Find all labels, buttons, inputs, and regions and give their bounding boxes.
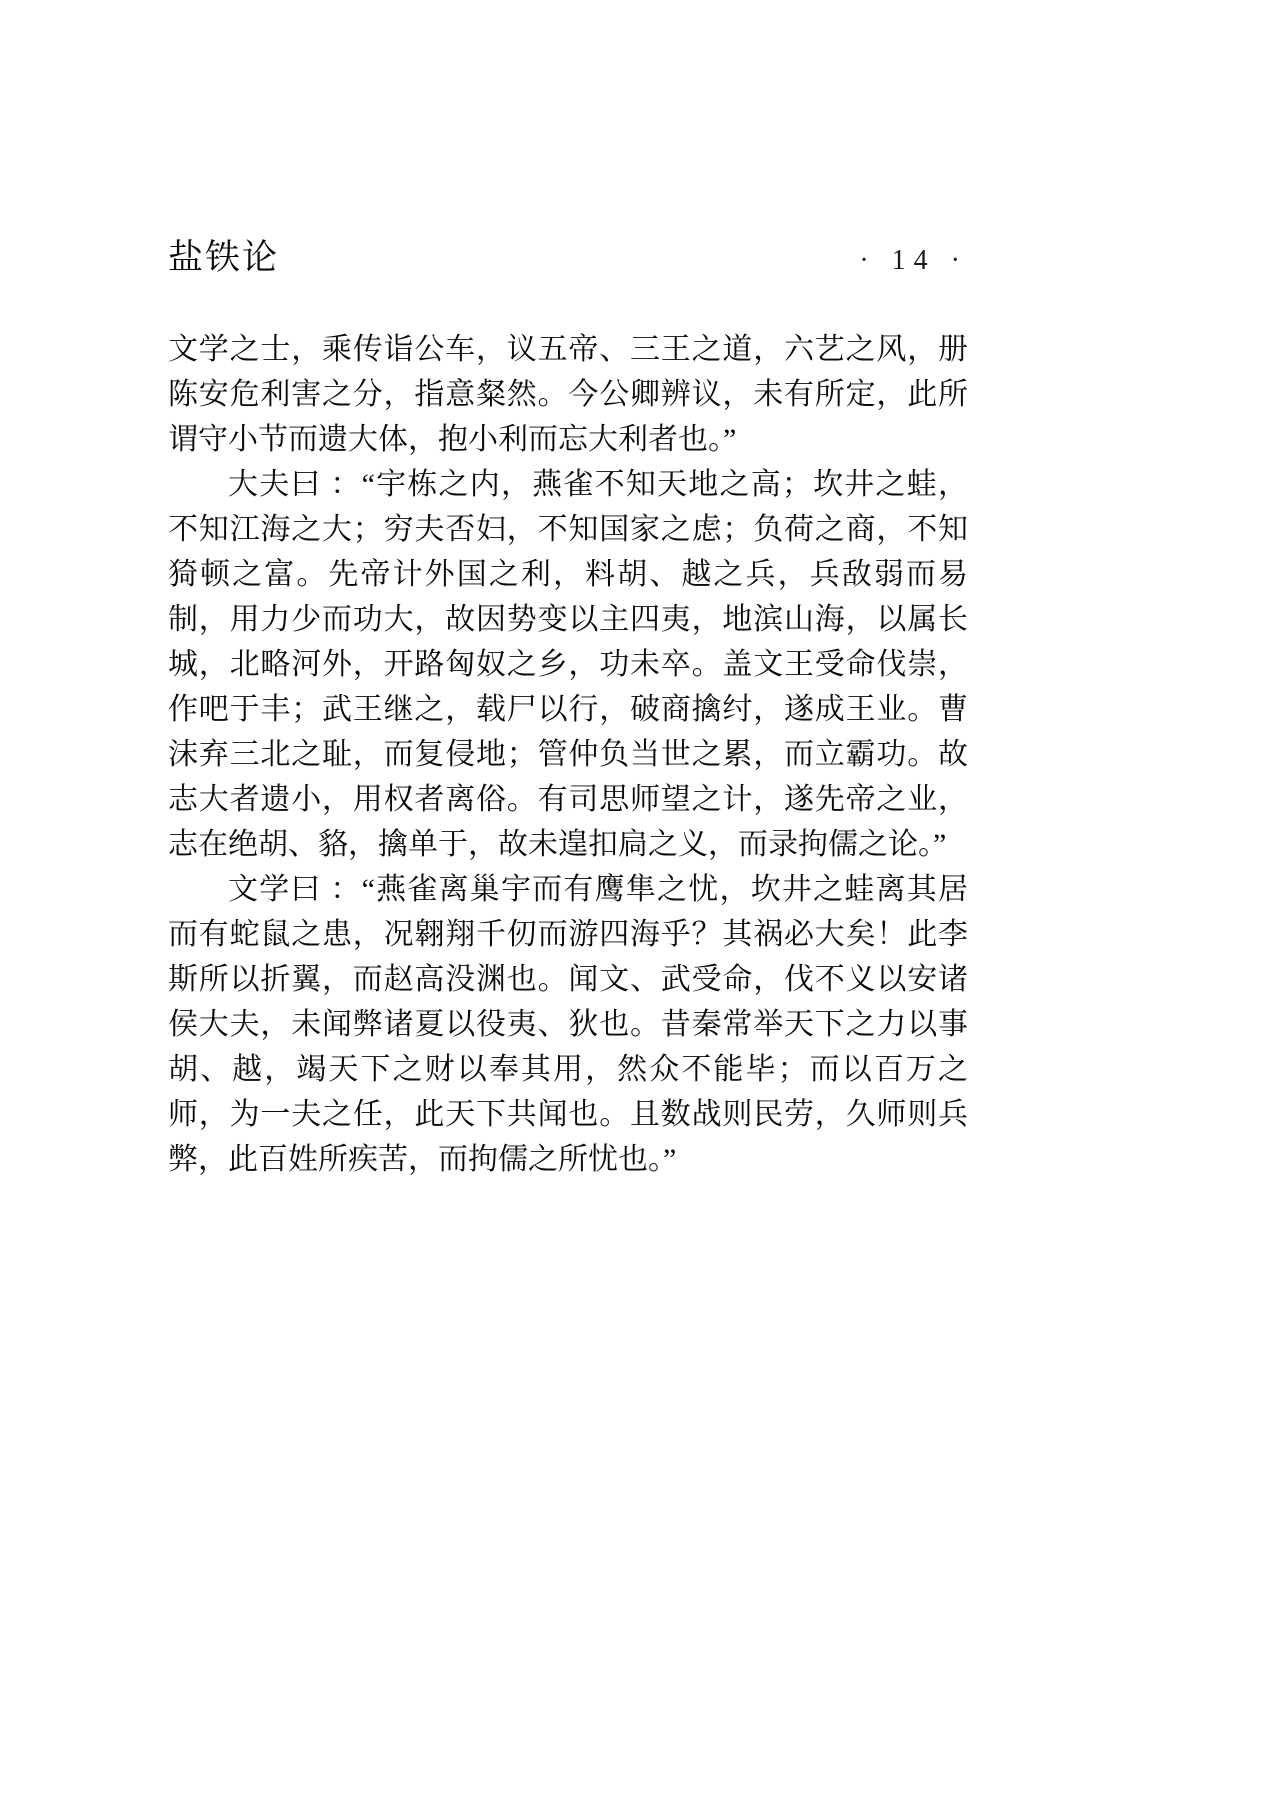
- page-number: · 14 ·: [859, 245, 968, 276]
- book-title: 盐铁论: [168, 238, 280, 277]
- paragraph-1: 文学之士，乘传诣公车，议五帝、三王之道，六艺之风，册陈安危利害之分，指意粲然。今公卿辨议，未有所定，此所谓守小节而遗大体，抱小利而忘大利者也。”: [168, 333, 968, 456]
- page-header: [168, 230, 968, 280]
- paragraph-3: 文学曰 ：“燕雀离巢宇而有鹰隼之忧，坎井之蛙离其居而有蛇鼠之患，况翱翔千仞而游四海乎？其祸必大矣！此李斯所以折翼，而赵高没渊也。闻文、武受命，伐不义以安诸侯大夫，未闻弊诸夏以役夷、狄也。昔秦常举天下之力以事胡、越，竭天下之财以奉其用，然众不能毕；而以百万之师，为一夫之任，此天下共闻也。且数战则民劳，久师则兵弊，此百姓所疾苦，而拘儒之所忧也。”: [168, 873, 968, 1176]
- body-text: [168, 327, 968, 1182]
- paragraph-2: 大夫曰 ：“宇栋之内，燕雀不知天地之高；坎井之蛙，不知江海之大；穷夫否妇，不知国家之虑；负荷之商，不知猗顿之富。先帝计外国之利，料胡、越之兵，兵敌弱而易制，用力少而功大，故因势变以主四夷，地滨山海，以属长城，北略河外，开路匈奴之乡，功未卒。盖文王受命伐崇，作吧于丰；武王继之，载尸以行，破商擒纣，遂成王业。曹沫弃三北之耻，而复侵地；管仲负当世之累，而立霸功。故志大者遗小，用权者离俗。有司思师望之计，遂先帝之业，志在绝胡、貉，擒单于，故未遑扣扃之义，而录拘儒之论。”: [168, 468, 968, 861]
